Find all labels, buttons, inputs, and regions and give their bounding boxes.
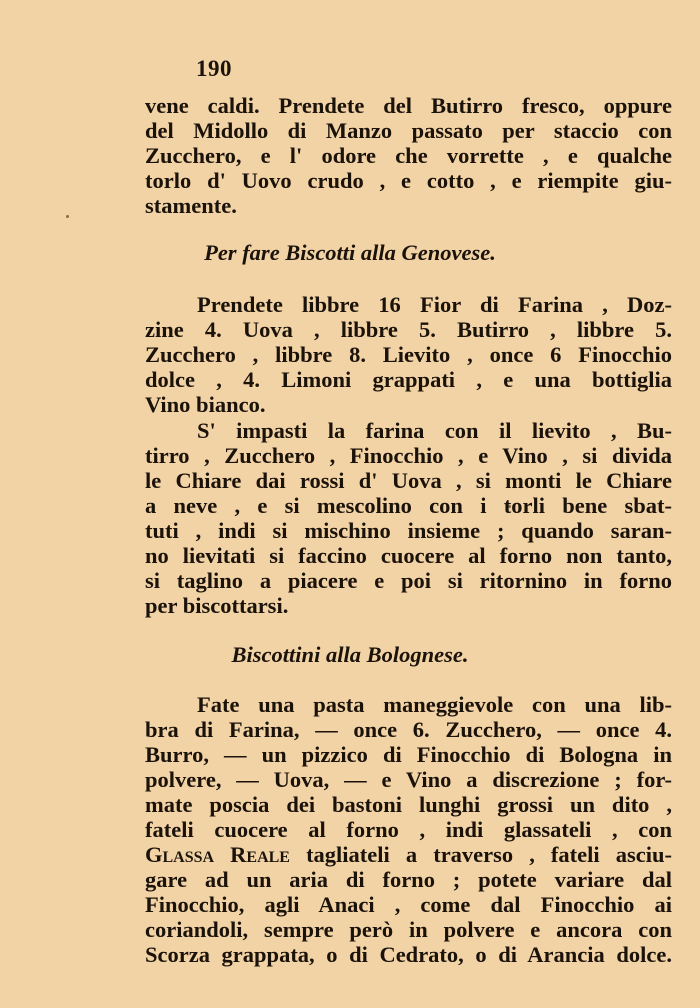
text-line: Fate una pasta maneggievole con una lib- bbox=[197, 692, 672, 717]
text-fragment: tagliateli a traverso , fateli asciu- bbox=[306, 842, 672, 867]
text-line: fateli cuocere al forno , indi glassateli , con bbox=[145, 817, 672, 842]
text-line: S' impasti la farina con il lievito , Bu- bbox=[197, 418, 672, 443]
text-line: gare ad un aria di forno ; potete variare dal bbox=[145, 867, 672, 892]
text-line: coriandoli, sempre però in polvere e ancora con bbox=[145, 917, 672, 942]
text-line: stamente. bbox=[145, 193, 237, 218]
text-line: no lievitati si faccino cuocere al forno non tanto, bbox=[145, 543, 672, 568]
continuation-paragraph bbox=[145, 93, 672, 218]
text-line: del Midollo di Manzo passato per staccio con bbox=[145, 118, 672, 143]
text-line: Zucchero , libbre 8. Lievito , once 6 Finocchio bbox=[145, 342, 672, 367]
text-line: Vino bianco. bbox=[145, 392, 266, 417]
text-line: mate poscia dei bastoni lunghi grossi un dito , bbox=[145, 792, 672, 817]
text-line: Prendete libbre 16 Fior di Farina , Doz- bbox=[197, 292, 672, 317]
text-line: per biscottarsi. bbox=[145, 593, 289, 618]
text-line: le Chiare dai rossi d' Uova , si monti le Chiare bbox=[145, 468, 672, 493]
section-heading-bolognese: Biscottini alla Bolognese. bbox=[231, 642, 469, 667]
text-line: vene caldi. Prendete del Butirro fresco, oppure bbox=[145, 93, 672, 118]
paper-speck bbox=[66, 215, 69, 218]
text-line: bra di Farina, — once 6. Zucchero, — once 4. bbox=[145, 717, 672, 742]
text-line: dolce , 4. Limoni grappati , e una bottiglia bbox=[145, 367, 672, 392]
text-line: zine 4. Uova , libbre 5. Butirro , libbre 5. bbox=[145, 317, 672, 342]
text-line: tirro , Zucchero , Finocchio , e Vino , si divida bbox=[145, 443, 672, 468]
text-line: tuti , indi si mischino insieme ; quando saran- bbox=[145, 518, 672, 543]
text-line: Zucchero, e l' odore che vorrette , e qualche bbox=[145, 143, 672, 168]
text-line: Scorza grappata, o di Cedrato, o di Arancia dolce. bbox=[145, 942, 672, 967]
recipe-paragraph-bolognese bbox=[145, 692, 672, 967]
recipe-paragraph-genovese-method bbox=[145, 418, 672, 618]
section-heading-genovese: Per fare Biscotti alla Genovese. bbox=[204, 240, 496, 265]
recipe-paragraph-genovese-ingredients bbox=[145, 292, 672, 417]
page-number: 190 bbox=[196, 56, 232, 81]
text-line: torlo d' Uovo crudo , e cotto , e riempite giu- bbox=[145, 168, 672, 193]
text-line: Burro, — un pizzico di Finocchio di Bologna in bbox=[145, 742, 672, 767]
glassa-reale-term: Glassa Reale bbox=[145, 842, 290, 867]
text-line: polvere, — Uova, — e Vino a discrezione ; for- bbox=[145, 767, 672, 792]
text-line: si taglino a piacere e poi si ritornino in forno bbox=[145, 568, 672, 593]
text-line: Finocchio, agli Anaci , come dal Finocchio ai bbox=[145, 892, 672, 917]
text-line-glassa bbox=[145, 842, 672, 867]
text-line: a neve , e si mescolino con i torli bene sbat- bbox=[145, 493, 672, 518]
